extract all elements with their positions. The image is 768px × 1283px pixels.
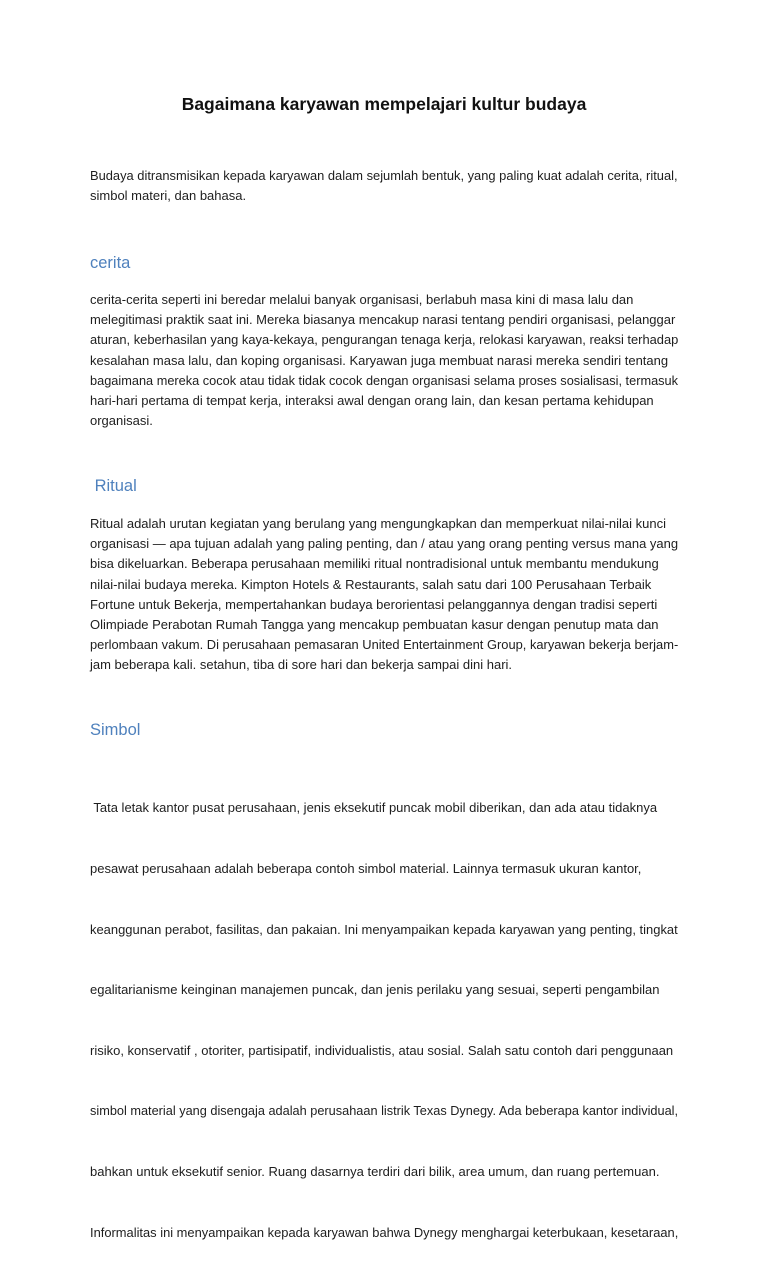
section-heading-simbol: Simbol — [90, 721, 141, 739]
document-title: Bagaimana karyawan mempelajari kultur budaya — [181, 94, 587, 114]
section-heading-cerita: cerita — [90, 254, 131, 272]
text-line: Budaya ditransmisikan kepada karyawan dalam sejumlah bentuk, yang paling kuat adalah cerita, ritual, — [90, 168, 678, 183]
text-line: keanggunan perabot, fasilitas, dan pakaian. Ini menyampaikan kepada karyawan yang penting, tingkat — [90, 921, 678, 937]
text-line: bisa dikeluarkan. Beberapa perusahaan memiliki ritual nontradisional untuk membantu mendukung — [90, 556, 659, 572]
text-line: Informalitas ini menyampaikan kepada karyawan bahwa Dynegy menghargai keterbukaan, kesetaraan, — [90, 1224, 679, 1240]
text-line: bagaimana mereka cocok atau tidak tidak cocok dengan organisasi selama proses sosialisasi, termasuk — [90, 372, 679, 388]
text-line: perlombaan vakum. Di perusahaan pemasaran United Entertainment Group, karyawan bekerja berjam- — [90, 637, 679, 653]
text-line: risiko, konservatif , otoriter, partisipatif, individualistis, atau sosial. Salah satu contoh dari penggunaan — [90, 1042, 674, 1058]
text-line: egalitarianisme keinginan manajemen puncak, dan jenis perilaku yang sesuai, seperti pengambilan — [90, 982, 660, 998]
text-line: melegitimasi praktik saat ini. Mereka biasanya mencakup narasi tentang pendiri organisasi, pelanggar — [90, 312, 676, 328]
text-line: Fortune untuk Bekerja, mempertahankan budaya berorientasi pelanggannya dengan tradisi seperti — [90, 596, 658, 612]
intro-paragraph — [90, 166, 678, 206]
text-line: Olimpiade Perabotan Rumah Tangga yang mencakup pembuatan kasur dengan penutup mata dan — [90, 617, 659, 633]
section-paragraph-simbol — [90, 758, 678, 1283]
text-line: bahkan untuk eksekutif senior. Ruang dasarnya terdiri dari bilik, area umum, dan ruang pertemuan. — [90, 1164, 660, 1180]
text-line: simbol material yang disengaja adalah perusahaan listrik Texas Dynegy. Ada beberapa kantor individual, — [90, 1103, 679, 1119]
text-line: cerita-cerita seperti ini beredar melalui banyak organisasi, berlabuh masa kini di masa lalu dan — [90, 292, 634, 307]
section-heading-ritual: Ritual — [90, 477, 137, 495]
text-line: hari-hari pertama di tempat kerja, interaksi awal dengan orang lain, dan kesan pertama kehidupan — [90, 393, 654, 409]
text-line: organisasi — apa tujuan adalah yang paling penting, dan / atau yang orang penting versus mana yang — [90, 536, 679, 552]
section-paragraph-ritual — [90, 514, 678, 676]
section-paragraph-cerita — [90, 290, 678, 431]
text-line: nilai-nilai budaya mereka. Kimpton Hotels & Restaurants, salah satu dari 100 Perusahaan Terbaik — [90, 576, 652, 592]
text-line: simbol materi, dan bahasa. — [90, 188, 247, 204]
text-line: jam beberapa kali. setahun, tiba di sore hari dan bekerja sampai dini hari. — [90, 657, 513, 673]
text-line: organisasi. — [90, 413, 153, 429]
text-line: aturan, keberhasilan yang kaya-kekaya, pengurangan tenaga kerja, relokasi karyawan, reaksi terhadap — [90, 332, 679, 348]
text-line: Tata letak kantor pusat perusahaan, jenis eksekutif puncak mobil diberikan, dan ada atau tidaknya — [90, 800, 658, 816]
text-line: pesawat perusahaan adalah beberapa contoh simbol material. Lainnya termasuk ukuran kantor, — [90, 861, 642, 877]
text-line: Ritual adalah urutan kegiatan yang berulang yang mengungkapkan dan memperkuat nilai-nilai kunci — [90, 516, 666, 531]
text-line: kesalahan masa lalu, dan koping organisasi. Karyawan juga membuat narasi mereka sendiri tentang — [90, 352, 669, 368]
